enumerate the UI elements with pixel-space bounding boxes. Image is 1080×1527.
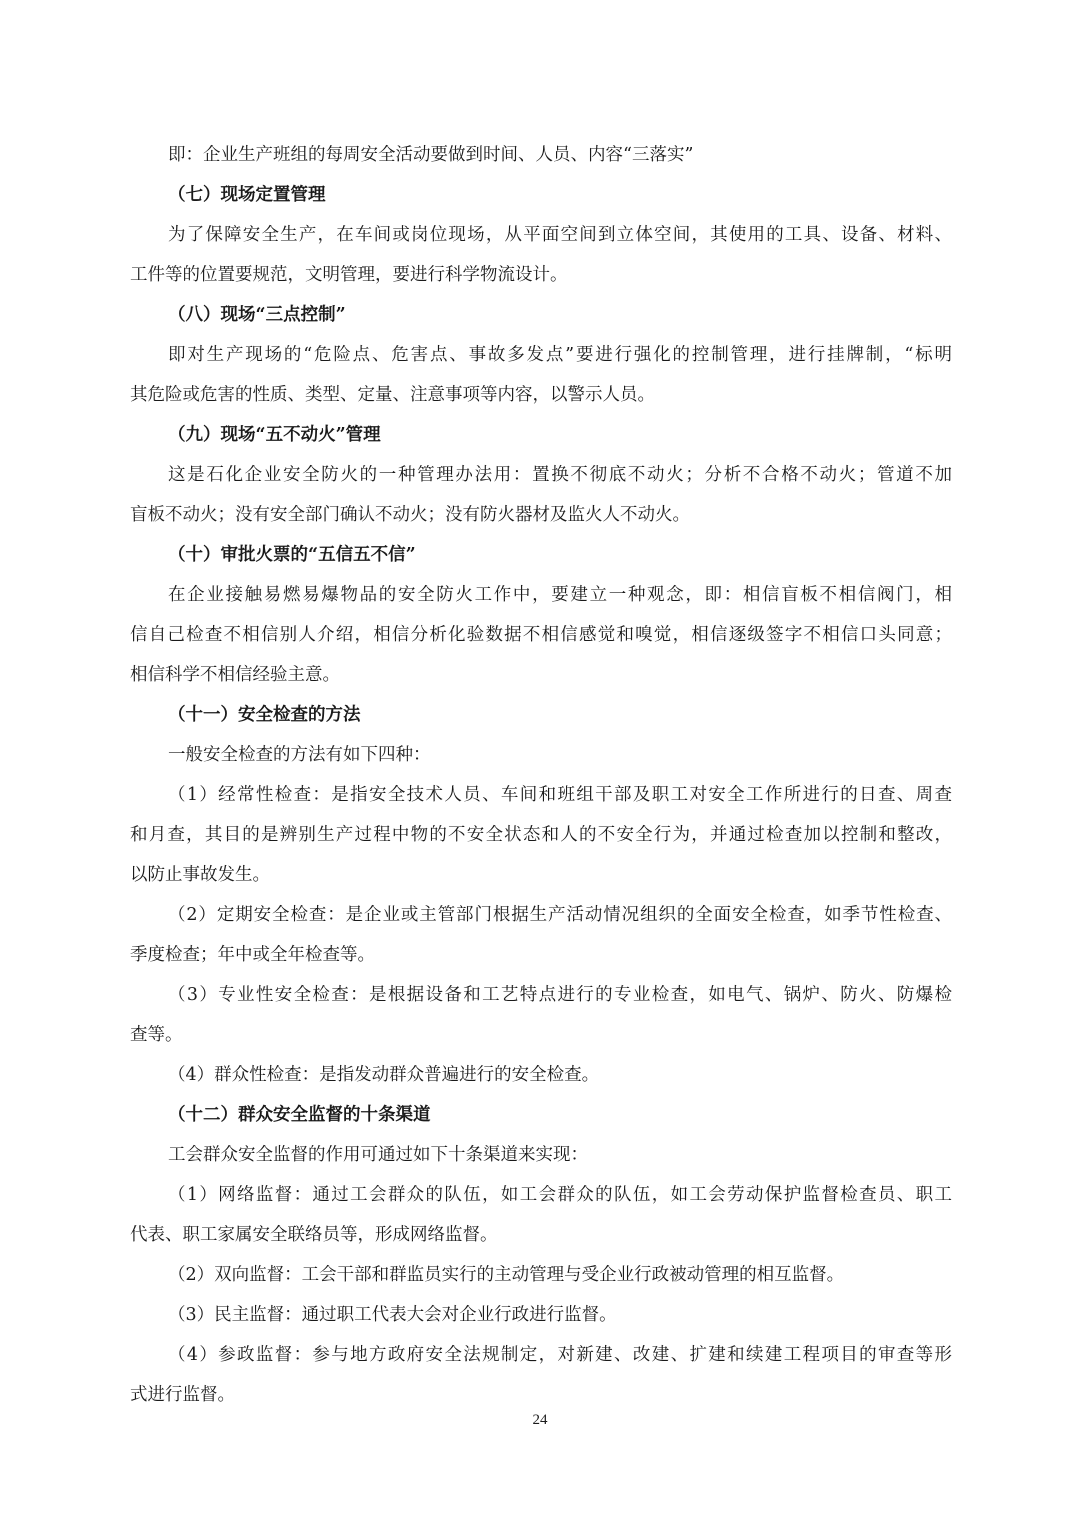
paragraph-line: 工件等的位置要规范，文明管理，要进行科学物流设计。 xyxy=(130,265,568,285)
paragraph-line: 以防止事故发生。 xyxy=(130,865,270,885)
paragraph-line: 式进行监督。 xyxy=(130,1385,235,1405)
paragraph-line: （2）双向监督：工会干部和群监员实行的主动管理与受企业行政被动管理的相互监督。 xyxy=(168,1265,845,1285)
section-heading: （九）现场“五不动火”管理 xyxy=(168,425,381,445)
paragraph-line: 查等。 xyxy=(130,1025,183,1045)
paragraph-line: 即对生产现场的“危险点、危害点、事故多发点”要进行强化的控制管理，进行挂牌制，“标明 xyxy=(168,345,952,365)
paragraph-line: 即：企业生产班组的每周安全活动要做到时间、人员、内容“三落实” xyxy=(168,145,694,165)
section-heading: （十）审批火票的“五信五不信” xyxy=(168,545,416,565)
paragraph-line: 季度检查；年中或全年检查等。 xyxy=(130,945,375,965)
paragraph-line: （3）专业性安全检查：是根据设备和工艺特点进行的专业检查，如电气、锅炉、防火、防爆检 xyxy=(168,985,952,1005)
paragraph-line: 为了保障安全生产，在车间或岗位现场，从平面空间到立体空间，其使用的工具、设备、材料、 xyxy=(168,225,952,245)
paragraph-line: 工会群众安全监督的作用可通过如下十条渠道来实现： xyxy=(168,1145,588,1165)
paragraph-line: 信自己检查不相信别人介绍，相信分析化验数据不相信感觉和嗅觉，相信逐级签字不相信口头同意； xyxy=(130,625,952,645)
paragraph-line: （4）参政监督：参与地方政府安全法规制定，对新建、改建、扩建和续建工程项目的审查等形 xyxy=(168,1345,952,1365)
section-heading: （十二）群众安全监督的十条渠道 xyxy=(168,1105,431,1125)
section-heading: （十一）安全检查的方法 xyxy=(168,705,361,725)
paragraph-line: 和月查，其目的是辨别生产过程中物的不安全状态和人的不安全行为，并通过检查加以控制和整改， xyxy=(130,825,952,845)
paragraph-line: 相信科学不相信经验主意。 xyxy=(130,665,340,685)
paragraph-line: 在企业接触易燃易爆物品的安全防火工作中，要建立一种观念，即：相信盲板不相信阀门，相 xyxy=(168,585,952,605)
paragraph-line: 代表、职工家属安全联络员等，形成网络监督。 xyxy=(130,1225,498,1245)
paragraph-line: 这是石化企业安全防火的一种管理办法用：置换不彻底不动火；分析不合格不动火；管道不加 xyxy=(168,465,952,485)
section-heading: （八）现场“三点控制” xyxy=(168,305,346,325)
paragraph-line: （1）网络监督：通过工会群众的队伍，如工会群众的队伍，如工会劳动保护监督检查员、职工 xyxy=(168,1185,952,1205)
paragraph-line: 其危险或危害的性质、类型、定量、注意事项等内容，以警示人员。 xyxy=(130,385,655,405)
document-body xyxy=(130,135,952,1415)
page-number: 24 xyxy=(532,1412,548,1428)
paragraph-line: （1）经常性检查：是指安全技术人员、车间和班组干部及职工对安全工作所进行的日查、周查 xyxy=(168,785,952,805)
paragraph-line: （2）定期安全检查：是企业或主管部门根据生产活动情况组织的全面安全检查，如季节性检查、 xyxy=(168,905,952,925)
paragraph-line: （3）民主监督：通过职工代表大会对企业行政进行监督。 xyxy=(168,1305,617,1325)
paragraph-line: 盲板不动火；没有安全部门确认不动火；没有防火器材及监火人不动火。 xyxy=(130,505,690,525)
paragraph-line: （4）群众性检查：是指发动群众普遍进行的安全检查。 xyxy=(168,1065,600,1085)
paragraph-line: 一般安全检查的方法有如下四种： xyxy=(168,745,431,765)
section-heading: （七）现场定置管理 xyxy=(168,185,326,205)
